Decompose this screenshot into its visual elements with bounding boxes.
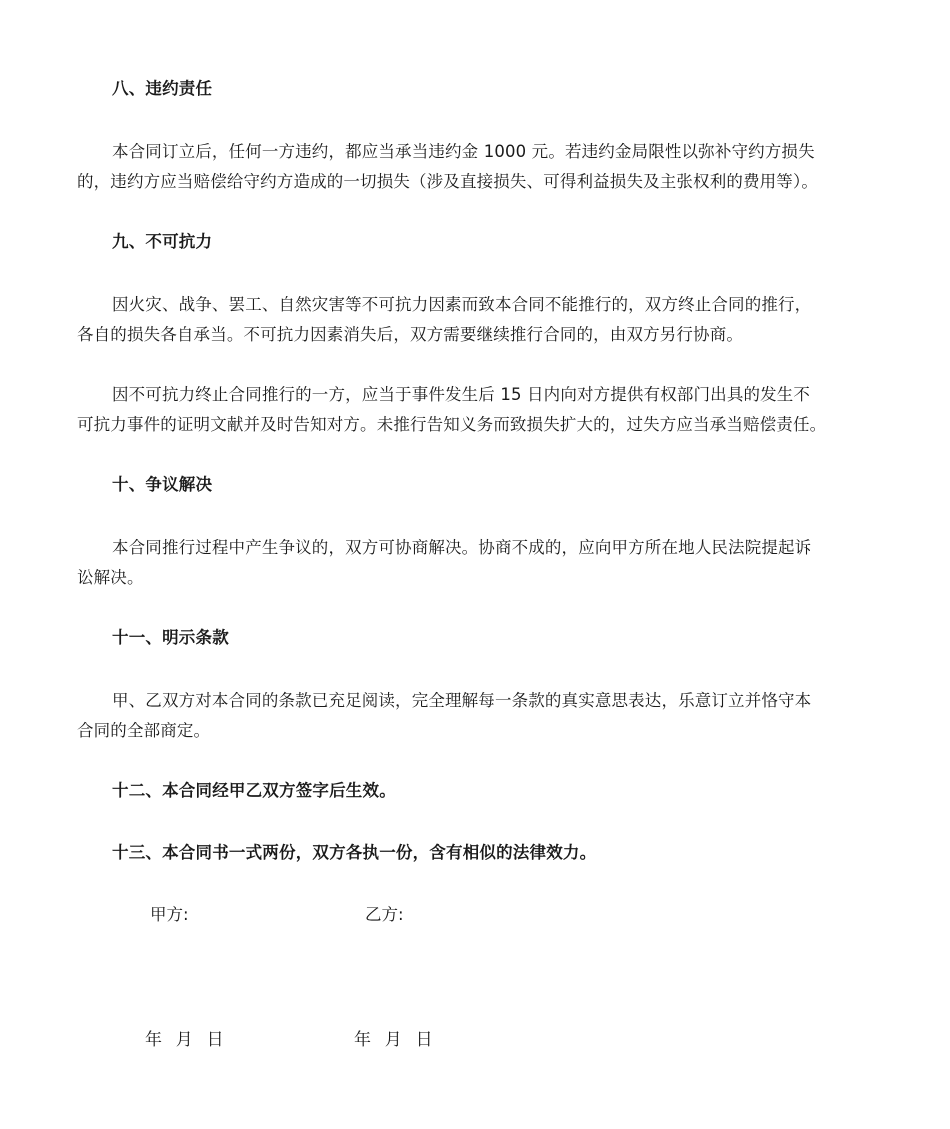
paragraph-line: 甲、乙双方对本合同的条款已充足阅读，完全理解每一条款的真实意思表达，乐意订立并恪守本 — [112, 691, 812, 710]
section-10-paragraph-1 — [77, 533, 877, 593]
paragraph-line: 合同的全部商定。 — [77, 721, 211, 740]
section-9-paragraph-1 — [77, 290, 877, 350]
paragraph-line: 因不可抗力终止合同推行的一方，应当于事件发生后 15 日内向对方提供有权部门出具的发生不 — [112, 385, 811, 404]
section-heading-12: 十二、本合同经甲乙双方签字后生效。 — [112, 781, 396, 800]
section-heading-10: 十、争议解决 — [112, 475, 213, 494]
section-9-paragraph-2 — [77, 380, 877, 440]
party-b-date: 年 月 日 — [354, 1030, 434, 1050]
paragraph-line: 讼解决。 — [77, 568, 144, 587]
paragraph-line: 本合同订立后，任何一方违约，都应当承当违约金 1000 元。若违约金局限性以弥补守约方损失 — [112, 142, 815, 161]
paragraph-line: 因火灾、战争、罢工、自然灾害等不可抗力因素而致本合同不能推行的，双方终止合同的推行， — [112, 295, 812, 314]
party-a-label: 甲方: — [150, 905, 189, 924]
section-heading-13: 十三、本合同书一式两份，双方各执一份，含有相似的法律效力。 — [112, 843, 597, 862]
section-heading-8: 八、违约责任 — [112, 79, 213, 98]
paragraph-line: 的，违约方应当赔偿给守约方造成的一切损失（涉及直接损失、可得利益损失及主张权利的费用等）。 — [77, 172, 818, 191]
paragraph-line: 本合同推行过程中产生争议的，双方可协商解决。协商不成的，应向甲方所在地人民法院提起诉 — [112, 538, 812, 557]
section-heading-11: 十一、明示条款 — [112, 628, 229, 647]
section-heading-9: 九、不可抗力 — [112, 232, 213, 251]
party-a-date: 年 月 日 — [145, 1030, 225, 1050]
party-b-label: 乙方: — [365, 905, 404, 924]
paragraph-line: 各自的损失各自承当。不可抗力因素消失后，双方需要继续推行合同的，由双方另行协商。 — [77, 325, 743, 344]
paragraph-line: 可抗力事件的证明文献并及时告知对方。未推行告知义务而致损失扩大的，过失方应当承当赔偿责任。 — [77, 415, 827, 434]
section-8-paragraph-1 — [77, 137, 877, 197]
section-11-paragraph-1 — [77, 686, 877, 746]
